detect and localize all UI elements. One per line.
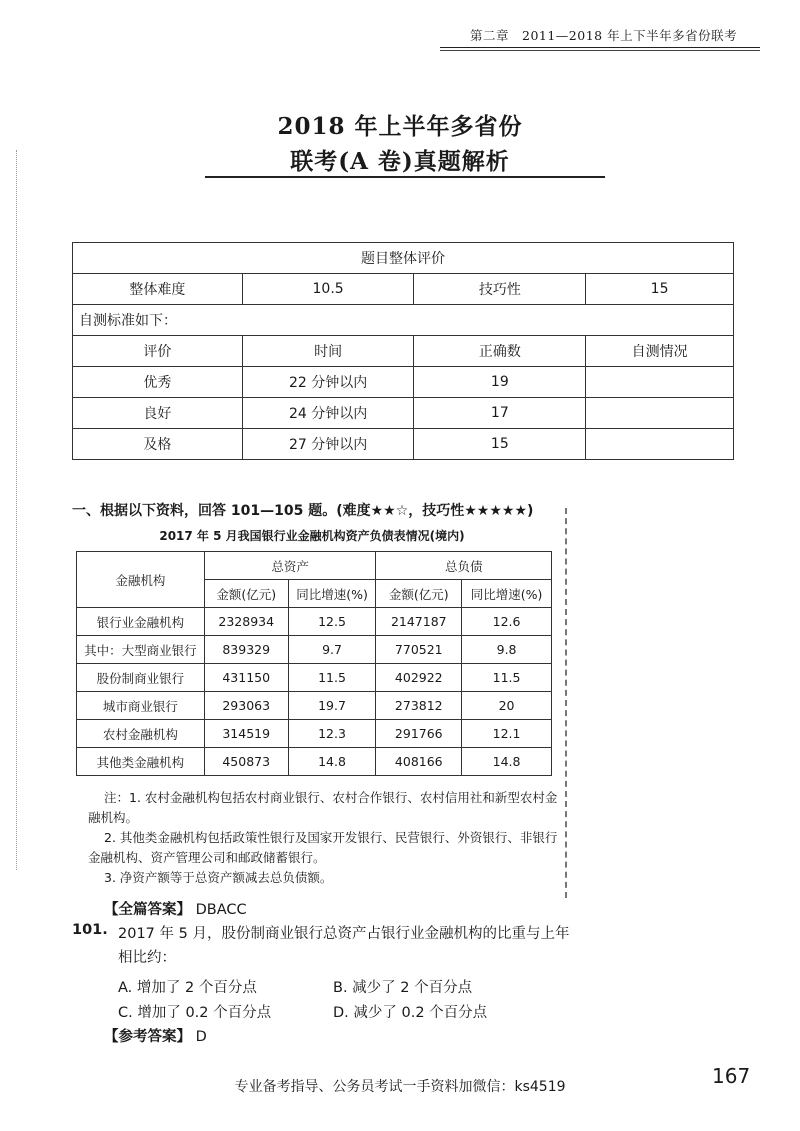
question-stem: 2017 年 5 月，股份制商业银行总资产占银行业金融机构的比重与上年相比约： [118,926,570,966]
eval-score-row [73,274,734,305]
balance-sheet-table [76,551,552,776]
assets-amount: 450873 [204,748,288,776]
header-institution: 金融机构 [77,552,205,608]
page-title-line1: 2018 年上半年多省份 [277,113,523,140]
difficulty-label: 整体难度 [73,274,243,305]
eval-row [73,429,734,460]
assets-amount: 314519 [204,720,288,748]
assets-growth: 12.3 [288,720,376,748]
institution-name: 城市商业银行 [77,692,205,720]
assets-growth: 14.8 [288,748,376,776]
eval-time: 24 分钟以内 [242,398,414,429]
table-row [77,636,552,664]
data-header-row [77,552,552,580]
liabilities-growth: 14.8 [462,748,552,776]
eval-grade: 及格 [73,429,243,460]
header-rule-thin [440,50,760,51]
section-side-border [565,508,567,898]
full-answer-line [104,898,247,919]
note-1: 注：1. 农村金融机构包括农村商业银行、农村合作银行、农村信用社和新型农村金融机构。 [88,790,558,825]
skill-label: 技巧性 [414,274,586,305]
liabilities-amount: 273812 [376,692,462,720]
binding-dotted-line [16,150,17,870]
header-liabilities: 总负债 [376,552,552,580]
liabilities-growth: 11.5 [462,664,552,692]
assets-amount: 293063 [204,692,288,720]
question-number: 101. [72,922,108,938]
table-row [77,608,552,636]
eval-time: 27 分钟以内 [242,429,414,460]
liabilities-amount: 291766 [376,720,462,748]
table-notes [88,788,563,888]
eval-row [73,398,734,429]
table-row [77,720,552,748]
standard-label: 自测标准如下： [73,305,734,336]
eval-correct: 19 [414,367,586,398]
assets-growth: 19.7 [288,692,376,720]
note-3: 3. 净资产额等于总资产额减去总负债额。 [104,870,333,885]
header-assets: 总资产 [204,552,376,580]
table-row [77,692,552,720]
liabilities-growth: 20 [462,692,552,720]
institution-name: 银行业金融机构 [77,608,205,636]
eval-caption: 题目整体评价 [73,243,734,274]
eval-header-correct: 正确数 [414,336,586,367]
title-underline [205,176,605,178]
assets-amount: 2328934 [204,608,288,636]
table-row [77,664,552,692]
difficulty-value: 10.5 [242,274,414,305]
full-answer-label: 【全篇答案】 [104,902,191,918]
liabilities-amount: 402922 [376,664,462,692]
skill-value: 15 [586,274,734,305]
data-table-title: 2017 年 5 月我国银行业金融机构资产负债表情况(境内) [159,529,465,543]
page-title-line2: 联考(A 卷)真题解析 [290,148,510,175]
assets-growth: 9.7 [288,636,376,664]
subheader-assets-amount: 金额(亿元) [204,580,288,608]
assets-amount: 839329 [204,636,288,664]
eval-correct: 17 [414,398,586,429]
eval-grade: 良好 [73,398,243,429]
eval-self [586,367,734,398]
eval-header-row [73,336,734,367]
evaluation-table [72,242,734,460]
assets-growth: 12.5 [288,608,376,636]
liabilities-growth: 12.1 [462,720,552,748]
running-header: 第二章 2011—2018 年上下半年多省份联考 [470,28,738,43]
eval-self [586,398,734,429]
page-number: 167 [712,1064,751,1088]
full-answer-value: DBACC [195,902,247,918]
eval-standard-row [73,305,734,336]
option-b: B. 减少了 2 个百分点 [333,980,473,996]
eval-header-time: 时间 [242,336,414,367]
header-rule [440,47,760,48]
eval-header-grade: 评价 [73,336,243,367]
option-a: A. 增加了 2 个百分点 [118,980,257,996]
institution-name: 其他类金融机构 [77,748,205,776]
eval-grade: 优秀 [73,367,243,398]
footer-text: 专业备考指导、公务员考试一手资料加微信：ks4519 [234,1079,566,1095]
eval-correct: 15 [414,429,586,460]
liabilities-growth: 12.6 [462,608,552,636]
reference-answer-value: D [195,1029,207,1045]
liabilities-amount: 770521 [376,636,462,664]
eval-header-self: 自测情况 [586,336,734,367]
option-d: D. 减少了 0.2 个百分点 [333,1005,488,1021]
subheader-liabilities-growth: 同比增速(%) [462,580,552,608]
assets-growth: 11.5 [288,664,376,692]
liabilities-growth: 9.8 [462,636,552,664]
institution-name: 股份制商业银行 [77,664,205,692]
eval-self [586,429,734,460]
reference-answer-line [104,1025,207,1046]
option-c: C. 增加了 0.2 个百分点 [118,1005,272,1021]
eval-time: 22 分钟以内 [242,367,414,398]
eval-row [73,367,734,398]
reference-answer-label: 【参考答案】 [104,1029,191,1045]
subheader-assets-growth: 同比增速(%) [288,580,376,608]
assets-amount: 431150 [204,664,288,692]
eval-caption-row [73,243,734,274]
subheader-liabilities-amount: 金额(亿元) [376,580,462,608]
liabilities-amount: 408166 [376,748,462,776]
section-heading: 一、根据以下资料，回答 101—105 题。(难度★★☆，技巧性★★★★★) [72,503,534,519]
institution-name: 其中：大型商业银行 [77,636,205,664]
table-row [77,748,552,776]
liabilities-amount: 2147187 [376,608,462,636]
institution-name: 农村金融机构 [77,720,205,748]
note-2: 2. 其他类金融机构包括政策性银行及国家开发银行、民营银行、外资银行、非银行金融机构、资产管理公司和邮政储蓄银行。 [88,830,558,865]
